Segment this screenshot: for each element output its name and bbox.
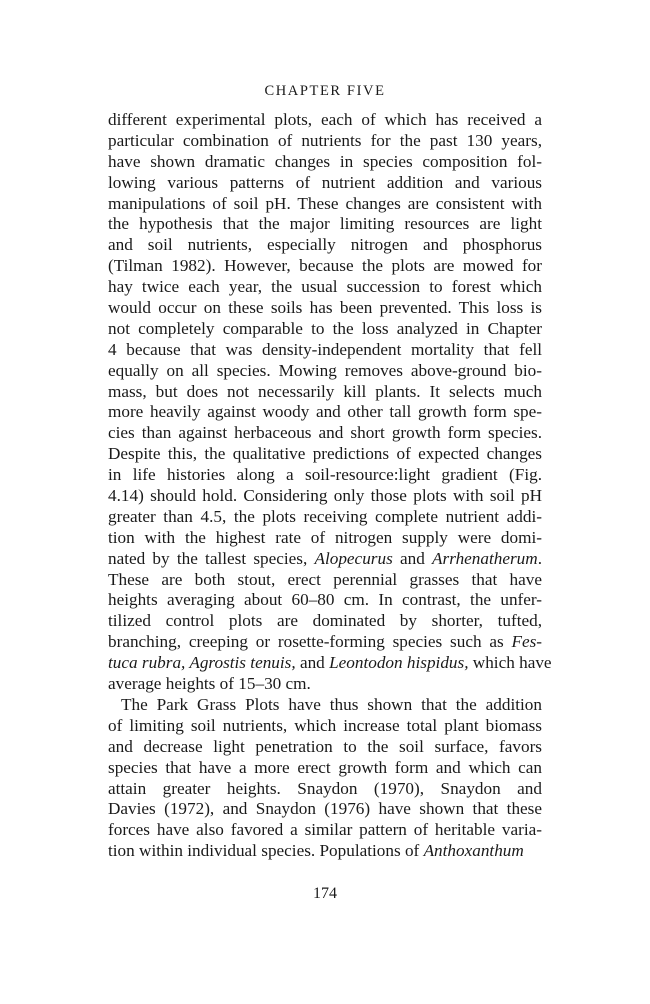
italic-species-name: Anthoxanthum	[423, 841, 524, 861]
italic-species-name: Alopecurus	[314, 548, 393, 568]
italic-species-name: Fes-	[511, 632, 542, 652]
text-segment: 4 because that was density-independent mortality that fell	[108, 339, 542, 359]
page-number: 174	[313, 885, 337, 902]
text-segment: Davies (1972), and Snaydon (1976) have shown that these	[108, 799, 542, 819]
text-line	[108, 194, 542, 215]
text-line	[108, 611, 542, 632]
text-segment: have shown dramatic changes in species composition fol-	[108, 151, 542, 171]
text-segment: Despite this, the qualitative predictions of expected changes	[108, 444, 542, 464]
text-line	[108, 674, 542, 695]
text-line	[108, 152, 542, 173]
text-segment: particular combination of nutrients for the past 130 years,	[108, 130, 542, 150]
text-line	[108, 298, 542, 319]
text-segment: attain greater heights. Snaydon (1970), Snaydon and	[108, 778, 542, 798]
text-line	[108, 340, 542, 361]
text-segment: and soil nutrients, especially nitrogen and phosphorus	[108, 235, 542, 255]
text-segment: cies than against herbaceous and short growth form species.	[108, 423, 542, 443]
text-segment: different experimental plots, each of which has received a	[108, 110, 542, 129]
text-segment: of limiting soil nutrients, which increase total plant biomass	[108, 715, 542, 735]
text-line	[108, 256, 542, 277]
text-segment: equally on all species. Mowing removes above-ground bio-	[108, 360, 542, 380]
text-segment: tilized control plots are dominated by shorter, tufted,	[108, 611, 542, 631]
italic-species-name: Leontodon hispidus,	[329, 653, 469, 673]
text-segment: greater than 4.5, the plots receiving complete nutrient addi-	[108, 506, 542, 526]
text-line	[108, 549, 542, 570]
text-segment: and	[295, 653, 330, 673]
text-segment: The Park Grass Plots have thus shown that the addition	[121, 694, 542, 714]
text-line	[108, 486, 542, 507]
text-segment: average heights of 15–30 cm.	[108, 674, 311, 694]
text-line	[108, 632, 542, 653]
text-segment: (Tilman 1982). However, because the plots are mowed for	[108, 256, 542, 276]
text-segment: not completely comparable to the loss analyzed in Chapter	[108, 318, 542, 338]
text-line	[108, 779, 542, 800]
text-line	[108, 382, 542, 403]
text-line	[108, 361, 542, 382]
running-header: CHAPTER FIVE	[264, 83, 386, 99]
text-segment: tion with the highest rate of nitrogen supply were domi-	[108, 527, 542, 547]
text-line	[108, 423, 542, 444]
text-line	[108, 277, 542, 298]
text-line	[108, 590, 542, 611]
text-segment: hay twice each year, the usual succession to forest which	[108, 277, 542, 297]
text-segment: would occur on these soils has been prevented. This loss is	[108, 298, 542, 318]
text-line	[108, 131, 542, 152]
text-segment: in life histories along a soil-resource:light gradient (Fig.	[108, 465, 542, 485]
text-segment: branching, creeping or rosette-forming species such as	[108, 632, 512, 652]
text-line	[108, 110, 542, 131]
text-line	[108, 653, 552, 674]
text-segment: lowing various patterns of nutrient addition and various	[108, 172, 542, 192]
text-line	[108, 695, 542, 716]
text-line	[108, 319, 542, 340]
text-segment: mass, but does not necessarily kill plants. It selects much	[108, 381, 542, 401]
text-segment: .	[537, 548, 542, 568]
text-line	[108, 235, 542, 256]
text-line	[108, 758, 542, 779]
text-segment: These are both stout, erect perennial grasses that have	[108, 569, 542, 589]
text-line	[108, 570, 542, 591]
text-segment: the hypothesis that the major limiting resources are light	[108, 214, 542, 234]
text-segment: species that have a more erect growth form and which can	[108, 757, 542, 777]
text-segment: nated by the tallest species,	[108, 548, 315, 568]
text-segment: manipulations of soil pH. These changes are consistent with	[108, 193, 542, 213]
text-line	[108, 799, 542, 820]
text-line	[108, 737, 542, 758]
text-line	[108, 820, 542, 841]
text-segment: which have	[468, 653, 552, 673]
text-line	[108, 716, 542, 737]
text-line	[108, 507, 542, 528]
text-line	[108, 528, 542, 549]
text-segment: heights averaging about 60–80 cm. In contrast, the unfer-	[108, 590, 542, 610]
text-line	[108, 841, 542, 862]
body-text	[108, 110, 552, 862]
text-segment: and decrease light penetration to the soil surface, favors	[108, 736, 542, 756]
text-line	[108, 214, 542, 235]
text-line	[108, 402, 542, 423]
text-segment: and	[392, 548, 433, 568]
italic-species-name: Arrhenatherum	[432, 548, 538, 568]
italic-species-name: tuca rubra, Agrostis tenuis,	[108, 653, 296, 673]
text-segment: 4.14) should hold. Considering only those plots with soil pH	[108, 486, 542, 506]
text-segment: forces have also favored a similar pattern of heritable varia-	[108, 820, 542, 840]
text-segment: tion within individual species. Populations of	[108, 841, 424, 861]
text-segment: more heavily against woody and other tall growth form spe-	[108, 402, 542, 422]
text-line	[108, 173, 542, 194]
text-line	[108, 444, 542, 465]
text-line	[108, 465, 542, 486]
